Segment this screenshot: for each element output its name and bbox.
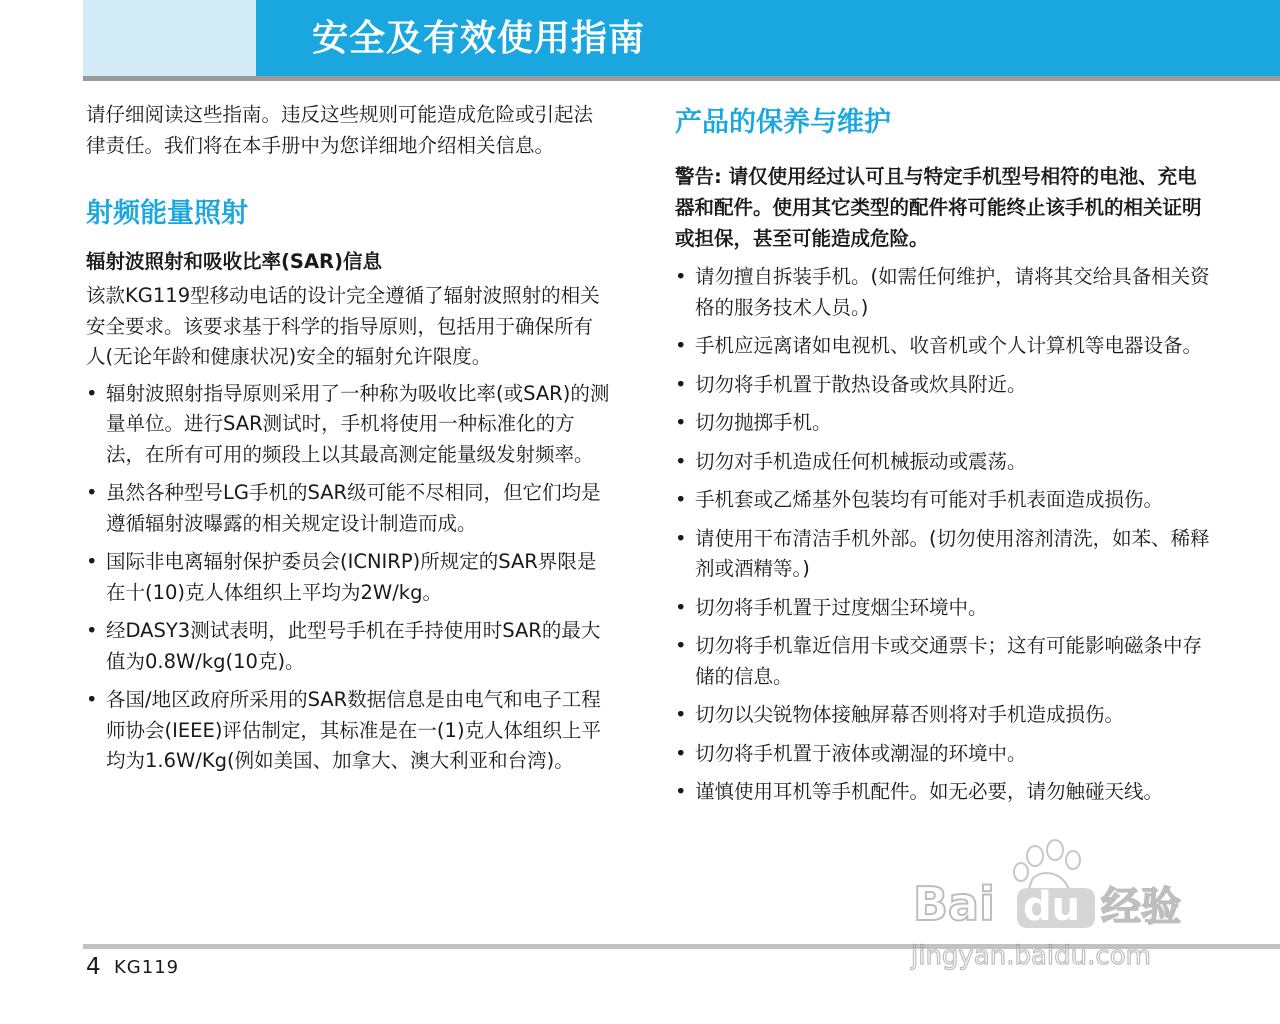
- warning-paragraph: 警告: 请仅使用经过认可且与特定手机型号相符的电池、充电器和配件。使用其它类型的配件将可能终止该手机的相关证明或担保，甚至可能造成危险。: [675, 165, 1202, 250]
- intro-paragraph: 请仔细阅读这些指南。违反这些规则可能造成危险或引起法律责任。我们将在本手册中为您详细地介绍相关信息。: [86, 103, 594, 157]
- bullet-icon: •: [675, 334, 687, 357]
- sar-bullet-item-text: 辐射波照射指导原则采用了一种称为吸收比率(或SAR)的测量单位。进行SAR测试时，手机将使用一种标准化的方法，在所有可用的频段上以其最高测定能量级发射频率。: [106, 381, 610, 466]
- sar-bullet-item: [86, 379, 611, 471]
- care-bullet-item-text: 切勿对手机造成任何机械振动或震荡。: [695, 449, 1027, 473]
- bullet-icon: •: [86, 688, 98, 711]
- left-column: [86, 100, 611, 785]
- sar-paragraph: 该款KG119型移动电话的设计完全遵循了辐射波照射的相关安全要求。该要求基于科学的指导原则，包括用于确保所有人(无论年龄和健康状况)安全的辐射允许限度。: [86, 284, 600, 368]
- model-name: KG119: [114, 957, 180, 978]
- care-bullet-item: [675, 447, 1215, 478]
- bullet-icon: •: [86, 381, 98, 405]
- bullet-icon: •: [675, 741, 687, 765]
- sar-bullet-item: [86, 478, 611, 539]
- bullet-icon: •: [86, 550, 98, 573]
- bullet-icon: •: [675, 372, 687, 396]
- sar-bullet-item: [86, 685, 611, 777]
- care-bullet-item-text: 切勿将手机置于散热设备或炊具附近。: [695, 372, 1027, 396]
- care-bullet-item-text: 切勿抛掷手机。: [695, 411, 832, 434]
- care-bullet-item: [675, 739, 1215, 770]
- care-bullet-item-text: 请使用干布清洁手机外部。(切勿使用溶剂清洗，如苯、稀释剂或酒精等。): [695, 526, 1210, 580]
- care-bullet-item-text: 手机应远离诸如电视机、收音机或个人计算机等电器设备。: [695, 334, 1203, 357]
- sar-bullet-item-text: 各国/地区政府所采用的SAR数据信息是由电气和电子工程师协会(IEEE)评估制定，其标准是在一(1)克人体组织上平均为1.6W/Kg(例如美国、加拿大、澳大利亚和台湾)。: [106, 688, 602, 772]
- bullet-icon: •: [675, 595, 687, 619]
- bullet-icon: •: [675, 634, 687, 657]
- header-divider: [83, 76, 1280, 81]
- bullet-icon: •: [86, 619, 98, 642]
- care-bullet-item: [675, 262, 1215, 323]
- sar-bullet-item-text: 国际非电离辐射保护委员会(ICNIRP)所规定的SAR界限是在十(10)克人体组织上平均为2W/kg。: [106, 550, 597, 604]
- sar-bullet-item: [86, 547, 611, 608]
- svg-text:Bai: Bai: [913, 877, 995, 931]
- svg-text:du: du: [1023, 884, 1081, 930]
- care-bullet-item-text: 切勿以尖锐物体接触屏幕否则将对手机造成损伤。: [695, 703, 1125, 726]
- bullet-icon: •: [675, 449, 687, 473]
- page-title: 安全及有效使用指南: [312, 18, 646, 59]
- care-bullet-item-text: 切勿将手机置于过度烟尘环境中。: [695, 595, 988, 619]
- care-bullet-item: [675, 700, 1215, 731]
- sub-heading-sar: 辐射波照射和吸收比率(SAR)信息: [86, 250, 382, 273]
- svg-text:经验: 经验: [1101, 884, 1181, 930]
- bullet-icon: •: [675, 703, 687, 726]
- bullet-icon: •: [675, 488, 687, 511]
- care-bullet-item: [675, 524, 1215, 585]
- care-bullet-item: [675, 408, 1215, 439]
- care-bullet-item: [675, 593, 1215, 624]
- bullet-icon: •: [675, 265, 687, 288]
- sar-bullet-item: [86, 616, 611, 677]
- section-heading-rf-exposure: 射频能量照射: [86, 198, 248, 229]
- bullet-icon: •: [675, 780, 687, 803]
- bullet-icon: •: [675, 411, 687, 434]
- svg-text:jingyan.baidu.com: jingyan.baidu.com: [911, 941, 1151, 971]
- care-bullet-item-text: 请勿擅自拆装手机。(如需任何维护，请将其交给具备相关资格的服务技术人员。): [695, 265, 1210, 319]
- sar-bullet-item-text: 虽然各种型号LG手机的SAR级可能不尽相同，但它们均是遵循辐射波曝露的相关规定设计制造而成。: [106, 481, 601, 535]
- care-bullet-item-text: 手机套或乙烯基外包装均有可能对手机表面造成损伤。: [695, 488, 1164, 511]
- care-bullet-item-text: 切勿将手机置于液体或潮湿的环境中。: [695, 741, 1027, 765]
- page-number: 4: [86, 954, 101, 980]
- section-heading-care: 产品的保养与维护: [675, 107, 891, 138]
- care-bullet-item: [675, 331, 1215, 362]
- baidu-watermark-logo: [905, 838, 1205, 978]
- sar-bullet-item-text: 经DASY3测试表明，此型号手机在手持使用时SAR的最大值为0.8W/kg(10克)。: [106, 619, 601, 673]
- care-bullet-item-text: 切勿将手机靠近信用卡或交通票卡；这有可能影响磁条中存储的信息。: [695, 634, 1203, 688]
- sar-bullet-list: [86, 379, 611, 777]
- care-bullet-item: [675, 370, 1215, 401]
- care-bullet-list: [675, 262, 1215, 808]
- right-column: [675, 100, 1215, 816]
- care-bullet-item: [675, 631, 1215, 692]
- care-bullet-item: [675, 485, 1215, 516]
- care-bullet-item: [675, 777, 1215, 808]
- bullet-icon: •: [86, 481, 98, 504]
- care-bullet-item-text: 谨慎使用耳机等手机配件。如无必要，请勿触碰天线。: [695, 780, 1164, 803]
- bullet-icon: •: [675, 526, 687, 550]
